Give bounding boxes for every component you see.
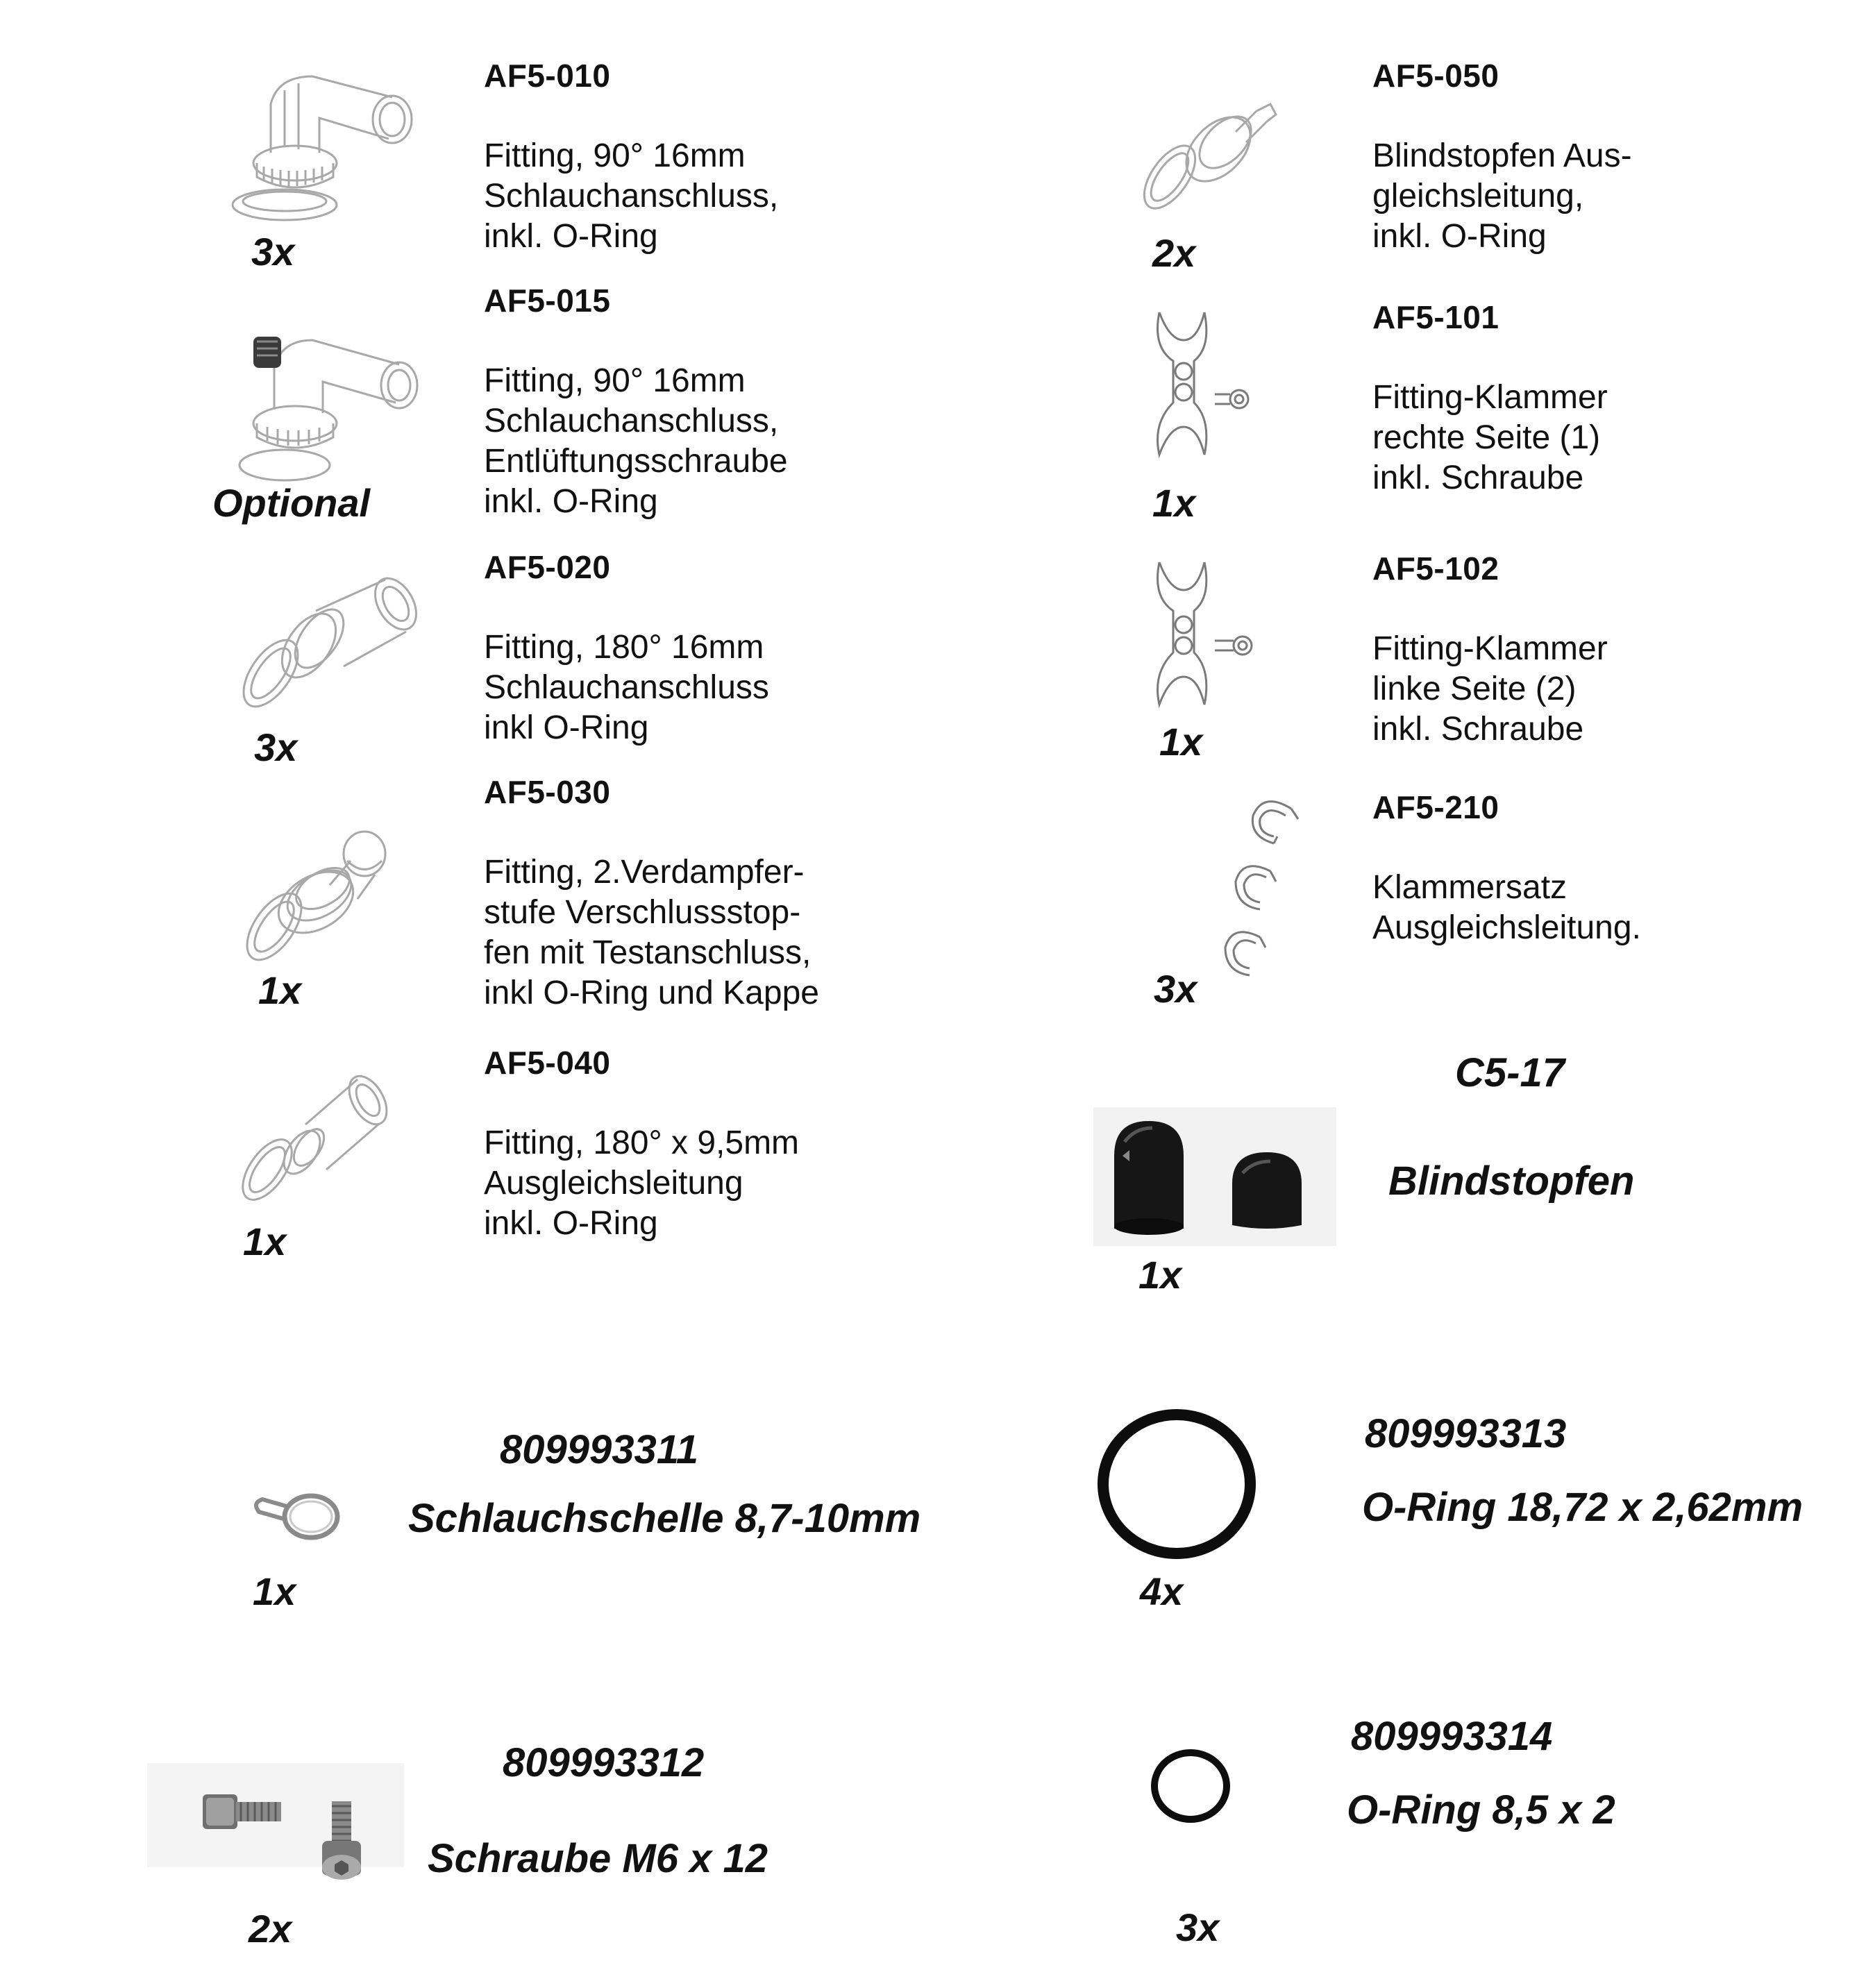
part-description: Schraube M6 x 12 (428, 1836, 768, 1881)
small-o-ring-icon (1145, 1746, 1236, 1829)
quantity-label: 3x (1154, 967, 1197, 1011)
quantity-label: 1x (258, 968, 302, 1012)
part-description: Fitting, 90° 16mm Schlauchanschluss, Entlüftungsschraube inkl. O-Ring (484, 362, 788, 520)
part-description: Fitting, 90° 16mm Schlauchanschluss, inkl. O-Ring (484, 137, 779, 255)
part-description: Schlauchschelle 8,7-10mm (408, 1496, 921, 1541)
part-code: 809993311 (500, 1427, 699, 1472)
part-description: Fitting, 180° 16mm Schlauchanschluss inkl O-Ring (484, 629, 769, 746)
clamp-right-icon (1145, 305, 1270, 462)
straight-fitting-icon (233, 569, 420, 715)
part-description: O-Ring 18,72 x 2,62mm (1362, 1485, 1804, 1530)
large-o-ring-icon (1090, 1402, 1263, 1569)
quantity-label: 1x (1152, 481, 1196, 525)
part-code: AF5-210 (1372, 789, 1499, 825)
part-description: Klammersatz Ausgleichsleitung. (1372, 869, 1641, 946)
part-code: 809993312 (503, 1740, 705, 1785)
part-code: AF5-020 (484, 549, 611, 585)
small-straight-fitting-icon (233, 1059, 392, 1201)
quantity-label: 1x (243, 1220, 287, 1263)
quantity-label: 1x (253, 1569, 296, 1613)
quantity-label: Optional (212, 481, 371, 525)
part-code: AF5-102 (1372, 550, 1499, 587)
part-code: 809993314 (1351, 1714, 1553, 1759)
part-code: AF5-101 (1372, 299, 1499, 335)
part-description: Fitting-Klammer linke Seite (2) inkl. Schraube (1372, 630, 1608, 748)
quantity-label: 2x (249, 1907, 292, 1951)
part-code: AF5-050 (1372, 58, 1499, 94)
hose-clamp-icon (249, 1479, 346, 1548)
quantity-label: 3x (251, 230, 295, 273)
rubber-caps-icon (1093, 1107, 1336, 1246)
quantity-label: 1x (1159, 720, 1203, 764)
clamp-left-icon (1145, 555, 1270, 711)
part-code: AF5-040 (484, 1045, 611, 1081)
quantity-label: 4x (1140, 1569, 1184, 1613)
test-port-plug-icon (233, 823, 420, 975)
elbow-fitting-bleed-screw-icon (236, 326, 423, 486)
quantity-label: 1x (1138, 1253, 1182, 1297)
part-code: 809993313 (1365, 1411, 1567, 1456)
screws-icon (147, 1763, 404, 1888)
part-description: Blindstopfen Aus- gleichsleitung, inkl. O-Ring (1372, 137, 1632, 255)
part-code: C5-17 (1455, 1050, 1565, 1095)
part-description: Blindstopfen (1388, 1159, 1635, 1204)
part-code: AF5-030 (484, 774, 611, 810)
part-description: Fitting, 2.Verdampfer- stufe Verschlussstop- fen mit Testanschluss, inkl O-Ring und Kappe (484, 854, 819, 1011)
quantity-label: 3x (254, 725, 298, 769)
part-code: AF5-010 (484, 58, 611, 94)
blind-plug-icon (1138, 94, 1284, 215)
part-code: AF5-015 (484, 283, 611, 319)
elbow-fitting-icon (229, 69, 417, 229)
part-description: O-Ring 8,5 x 2 (1347, 1787, 1615, 1833)
clip-set-icon (1208, 791, 1312, 986)
part-description: Fitting-Klammer rechte Seite (1) inkl. Schraube (1372, 379, 1608, 496)
quantity-label: 2x (1152, 231, 1196, 275)
quantity-label: 3x (1176, 1905, 1220, 1949)
part-description: Fitting, 180° x 9,5mm Ausgleichsleitung inkl. O-Ring (484, 1124, 800, 1242)
